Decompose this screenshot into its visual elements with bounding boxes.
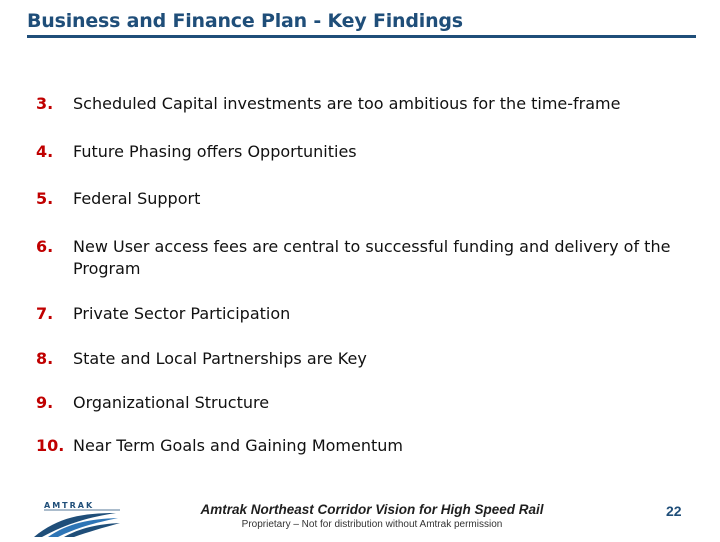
page-number: 22 [666, 503, 682, 519]
amtrak-logo-icon [28, 497, 128, 542]
slide-title: Business and Finance Plan - Key Findings [27, 10, 463, 32]
finding-text: New User access fees are central to successful funding and delivery of the Program [73, 237, 671, 278]
amtrak-logo-text: AMTRAK [44, 501, 95, 510]
footer-title: Amtrak Northeast Corridor Vision for High Speed Rail [200, 502, 544, 517]
finding-number: 8. [36, 349, 54, 368]
finding-text: Future Phasing offers Opportunities [73, 142, 357, 161]
title-underline [27, 35, 696, 38]
finding-text: Scheduled Capital investments are too ambitious for the time-frame [73, 94, 621, 113]
finding-number: 9. [36, 393, 54, 412]
finding-number: 5. [36, 189, 54, 208]
finding-number: 7. [36, 304, 54, 323]
footer-disclaimer: Proprietary – Not for distribution without Amtrak permission [241, 519, 503, 530]
finding-text: Private Sector Participation [73, 304, 291, 323]
finding-text: Organizational Structure [73, 393, 270, 412]
finding-number: 3. [36, 94, 54, 113]
finding-text: Near Term Goals and Gaining Momentum [73, 436, 403, 455]
finding-text: State and Local Partnerships are Key [73, 349, 367, 368]
finding-number: 10. [36, 436, 65, 455]
finding-text: Federal Support [73, 189, 201, 208]
finding-number: 6. [36, 237, 54, 256]
finding-number: 4. [36, 142, 54, 161]
